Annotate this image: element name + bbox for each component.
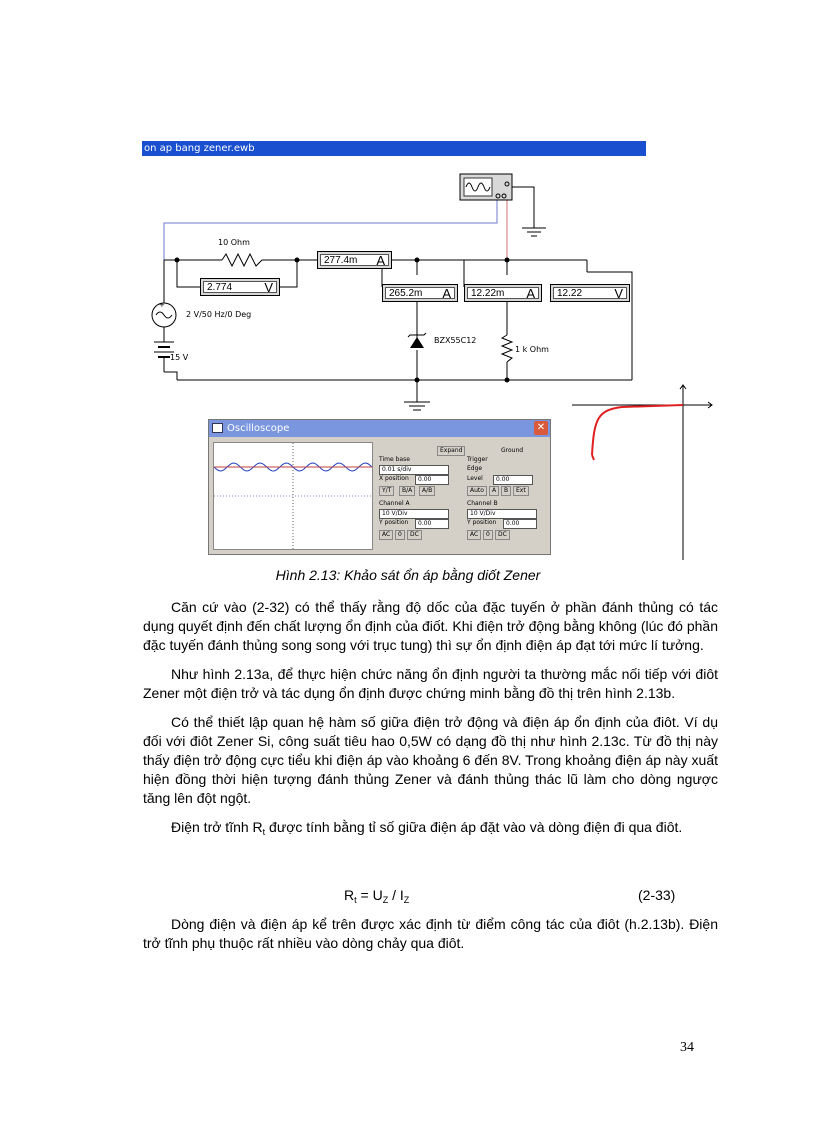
channel-b-y-position-field[interactable]: 0.00 (503, 519, 537, 529)
oscilloscope-icon (212, 423, 223, 433)
window-title-bar: on ap bang zener.ewb (142, 141, 646, 156)
equation-number: (2-33) (638, 887, 676, 903)
oscilloscope-title: Oscilloscope (227, 423, 290, 434)
trigger-a-button[interactable]: A (489, 486, 499, 496)
channel-b-volts-field[interactable]: 10 V/Div (467, 509, 537, 519)
x-position-label: X position (379, 475, 409, 482)
trigger-label: Trigger (467, 456, 488, 463)
channel-a-label: Channel A (379, 500, 410, 507)
x-position-field[interactable]: 0.00 (415, 475, 449, 485)
voltmeter-output-unit: V (614, 285, 623, 301)
channel-b-zero-button[interactable]: 0 (483, 530, 493, 540)
diode-label: BZX55C12 (434, 336, 477, 345)
ammeter-total-unit: A (376, 252, 385, 268)
resistor-label: 10 Ohm (218, 238, 250, 247)
channel-b-ac-button[interactable]: AC (467, 530, 481, 540)
oscilloscope-trace (214, 443, 372, 549)
svg-text:+: + (159, 301, 165, 309)
paragraph-5: Dòng điện và điện áp kể trên được xác định từ điểm công tác của điôt (h.2.13b). Điện trở tĩnh phụ thuộc rất nhiều vào dòng chảy qua điôt. (143, 916, 718, 951)
voltmeter-output-value: 12.22 (557, 287, 583, 299)
trigger-ext-button[interactable]: Ext (513, 486, 529, 496)
mode-ba-button[interactable]: B/A (399, 486, 415, 496)
mode-yt-button[interactable]: Y/T (379, 486, 394, 496)
ammeter-diode-unit: A (442, 285, 451, 301)
channel-b-label: Channel B (467, 500, 498, 507)
body-paragraphs (143, 598, 718, 842)
load-label: 1 k Ohm (515, 345, 549, 354)
figure-caption: Hình 2.13: Khảo sát ổn áp bằng diốt Zener (275, 567, 541, 583)
ammeter-load-value: 12.22m (471, 287, 505, 299)
channel-a-y-position-label: Y position (379, 519, 409, 526)
oscilloscope-controls (379, 442, 547, 552)
channel-b-y-position-label: Y position (467, 519, 497, 526)
dc-source-label: 15 V (170, 353, 189, 362)
page-number: 34 (680, 1040, 694, 1055)
equation: $R_t = U_Z / I_Z$ (344, 887, 410, 905)
voltmeter-input (200, 278, 280, 296)
edge-label: Edge (467, 465, 483, 472)
oscilloscope-window (208, 419, 551, 555)
channel-a-dc-button[interactable]: DC (407, 530, 422, 540)
voltmeter-output (550, 284, 630, 302)
channel-a-zero-button[interactable]: 0 (395, 530, 405, 540)
time-base-label: Time base (379, 456, 410, 463)
paragraph-2: Như hình 2.13a, để thực hiện chức năng ổn định người ta thường mắc nối tiếp với điôt Zener một điện trở và tác dụng ổn định được chứng minh bằng đồ thị trên hình 2.13b. (143, 666, 718, 701)
expand-button[interactable]: Expand (437, 446, 465, 456)
oscilloscope-screen (213, 442, 373, 550)
ammeter-total-value: 277.4m (324, 254, 358, 266)
ammeter-load-unit: A (526, 285, 535, 301)
ammeter-diode-value: 265.2m (389, 287, 423, 299)
ac-source-label: 2 V/50 Hz/0 Deg (186, 310, 252, 319)
oscilloscope-title-bar (209, 420, 550, 437)
paragraph-3: Có thể thiết lập quan hệ hàm số giữa điện trở động và điện áp ổn định của điôt. Ví dụ đối với điôt Zener Si, công suất tiêu hao 0,5W có dạng đồ thị như hình 2.13c. Từ đồ thị này thấy điện trở động cực tiểu khi điện áp vào khoảng 6 đến 8V. Trong khoảng điện áp này xuất hiện đồng thời hiện tượng đánh thủng Zener và đánh thủng thác lũ làm cho dòng ngược tăng lên đột ngột. (143, 714, 718, 806)
channel-a-ac-button[interactable]: AC (379, 530, 393, 540)
channel-a-y-position-field[interactable]: 0.00 (415, 519, 449, 529)
voltmeter-input-unit: V (264, 279, 273, 295)
ammeter-diode (382, 284, 458, 302)
level-label: Level (467, 475, 483, 482)
channel-b-dc-button[interactable]: DC (495, 530, 510, 540)
trigger-b-button[interactable]: B (501, 486, 511, 496)
ground-label: Ground (501, 447, 524, 454)
channel-a-volts-field[interactable]: 10 V/Div (379, 509, 449, 519)
paragraph-4: Điện trở tĩnh $R_t$ được tính bằng tỉ số giữa điện áp đặt vào và dòng điện đi qua điôt. (171, 819, 683, 837)
ammeter-load (464, 284, 542, 302)
voltmeter-input-value: 2.774 (207, 281, 233, 293)
paragraph-1: Căn cứ vào (2-32) có thể thấy rằng độ dốc của đặc tuyến ở phần đánh thủng có tác dụng quyết định đến chất lượng ổn định của điốt. Khi điện trở động bằng không (lúc đó phần đặc tuyến đánh thủng song song với trục tung) thì sự ổn định điện áp đạt tới mức lí tưởng. (143, 599, 718, 653)
mode-ab-button[interactable]: A/B (419, 486, 435, 496)
ammeter-total (317, 251, 392, 269)
time-base-field[interactable]: 0.01 s/div (379, 465, 449, 475)
body-paragraph-5 (143, 915, 718, 953)
close-icon[interactable]: ✕ (534, 421, 548, 435)
trigger-auto-button[interactable]: Auto (467, 486, 487, 496)
level-field[interactable]: 0.00 (493, 475, 533, 485)
